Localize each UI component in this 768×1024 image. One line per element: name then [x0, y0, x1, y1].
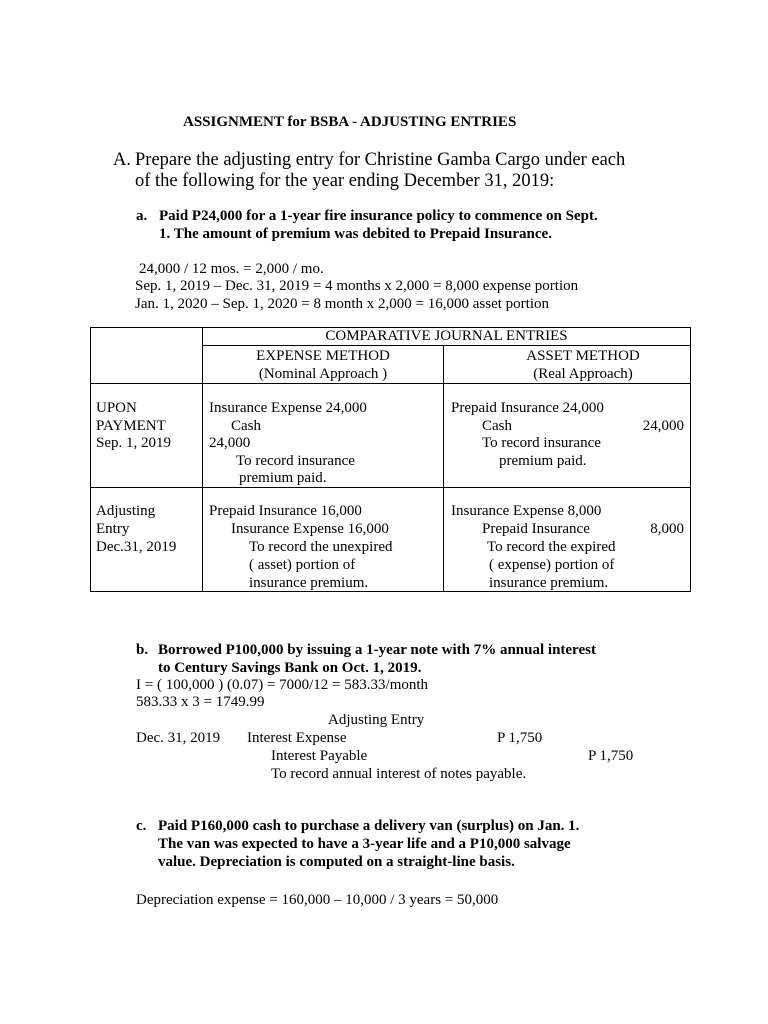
- row-label-line: Dec.31, 2019: [96, 539, 177, 555]
- item-c-line-1: Paid P160,000 cash to purchase a delivery van (surplus) on Jan. 1.: [158, 818, 580, 834]
- row-upon-payment-expense: [203, 384, 444, 488]
- table-header-row: [91, 328, 691, 346]
- asset-method-cell: [444, 346, 691, 384]
- table-row: [91, 384, 691, 488]
- entry-line: To record the unexpired: [249, 539, 393, 555]
- item-b-date: Dec. 31, 2019: [136, 730, 221, 746]
- item-b-adjusting-title: Adjusting Entry: [328, 712, 425, 728]
- item-a-label: a.: [136, 208, 148, 224]
- entry-line: To record insurance: [482, 435, 601, 451]
- journal-entries-table: [90, 327, 691, 592]
- entry-line: Prepaid Insurance: [482, 521, 590, 537]
- expense-method-cell: [203, 346, 444, 384]
- row-upon-payment-label: [91, 384, 203, 488]
- part-a-line-1: Prepare the adjusting entry for Christine Gamba Cargo under each: [135, 150, 626, 170]
- entry-line: To record the expired: [487, 539, 616, 555]
- item-c-label: c.: [136, 818, 147, 834]
- expense-method-approach: (Nominal Approach ): [258, 366, 388, 382]
- row-label-line: Sep. 1, 2019: [96, 435, 171, 451]
- part-a-line-2: of the following for the year ending December 31, 2019:: [135, 171, 555, 191]
- entry-line: premium paid.: [239, 470, 327, 486]
- item-c-calc-1: Depreciation expense = 160,000 – 10,000 / 3 years = 50,000: [136, 892, 499, 908]
- item-a-calc-2: Sep. 1, 2019 – Dec. 31, 2019 = 4 months x 2,000 = 8,000 expense portion: [135, 278, 579, 294]
- item-b-credit-account: Interest Payable: [271, 748, 368, 764]
- table-method-row: [91, 346, 691, 384]
- item-a-line-1: Paid P24,000 for a 1-year fire insurance policy to commence on Sept.: [159, 208, 598, 224]
- entry-line: insurance premium.: [489, 575, 609, 591]
- item-b-line-2: to Century Savings Bank on Oct. 1, 2019.: [158, 660, 422, 676]
- entry-line: premium paid.: [499, 452, 587, 469]
- row-adjusting-entry-asset: [444, 488, 691, 592]
- expense-method-title: EXPENSE METHOD: [256, 348, 390, 364]
- item-a-calc-1: 24,000 / 12 mos. = 2,000 / mo.: [139, 261, 324, 277]
- part-a-label: A.: [113, 150, 131, 170]
- entry-amount: 8,000: [650, 521, 684, 537]
- entry-line: Cash: [482, 417, 512, 434]
- asset-method-title: ASSET METHOD: [526, 348, 640, 364]
- item-b-line-1: Borrowed P100,000 by issuing a 1-year note with 7% annual interest: [158, 642, 596, 658]
- entry-line: Prepaid Insurance 16,000: [209, 503, 362, 519]
- row-upon-payment-asset: [444, 384, 691, 488]
- item-c-line-3: value. Depreciation is computed on a straight-line basis.: [158, 854, 515, 870]
- page-title: ASSIGNMENT for BSBA - ADJUSTING ENTRIES: [183, 114, 517, 130]
- table-header: COMPARATIVE JOURNAL ENTRIES: [203, 328, 691, 346]
- item-b-debit-amount: P 1,750: [497, 730, 543, 746]
- item-b-credit-amount: P 1,750: [588, 748, 634, 764]
- entry-amount: 24,000: [642, 417, 684, 434]
- item-b-calc-2: 583.33 x 3 = 1749.99: [136, 694, 265, 710]
- item-a-line-2: 1. The amount of premium was debited to Prepaid Insurance.: [159, 226, 552, 242]
- item-b-calc-1: I = ( 100,000 ) (0.07) = 7000/12 = 583.33/month: [136, 677, 429, 693]
- item-b-explanation: To record annual interest of notes payable.: [271, 766, 527, 782]
- row-adjusting-entry-expense: [203, 488, 444, 592]
- table-row: [91, 488, 691, 592]
- row-label-line: UPON: [96, 400, 137, 416]
- entry-line: To record insurance: [236, 452, 355, 469]
- entry-line: ( expense) portion of: [489, 557, 615, 573]
- entry-line: Cash: [231, 417, 261, 434]
- entry-line: Prepaid Insurance 24,000: [451, 400, 604, 416]
- item-b-label: b.: [136, 642, 149, 658]
- item-b-debit-account: Interest Expense: [247, 730, 347, 746]
- entry-line: ( asset) portion of: [249, 557, 356, 573]
- entry-line: Insurance Expense 24,000: [209, 400, 367, 416]
- row-adjusting-entry-label: [91, 488, 203, 592]
- item-c-line-2: The van was expected to have a 3-year life and a P10,000 salvage: [158, 836, 571, 852]
- row-label-line: Entry: [96, 521, 130, 537]
- entry-line: insurance premium.: [249, 575, 369, 591]
- item-a-calc-3: Jan. 1, 2020 – Sep. 1, 2020 = 8 month x 2,000 = 16,000 asset portion: [135, 296, 549, 312]
- entry-line: Insurance Expense 16,000: [231, 521, 389, 537]
- row-label-line: PAYMENT: [96, 417, 166, 434]
- asset-method-approach: (Real Approach): [533, 366, 633, 382]
- row-label-line: Adjusting: [96, 503, 156, 519]
- entry-line: Insurance Expense 8,000: [451, 503, 602, 519]
- entry-line: 24,000: [209, 435, 251, 451]
